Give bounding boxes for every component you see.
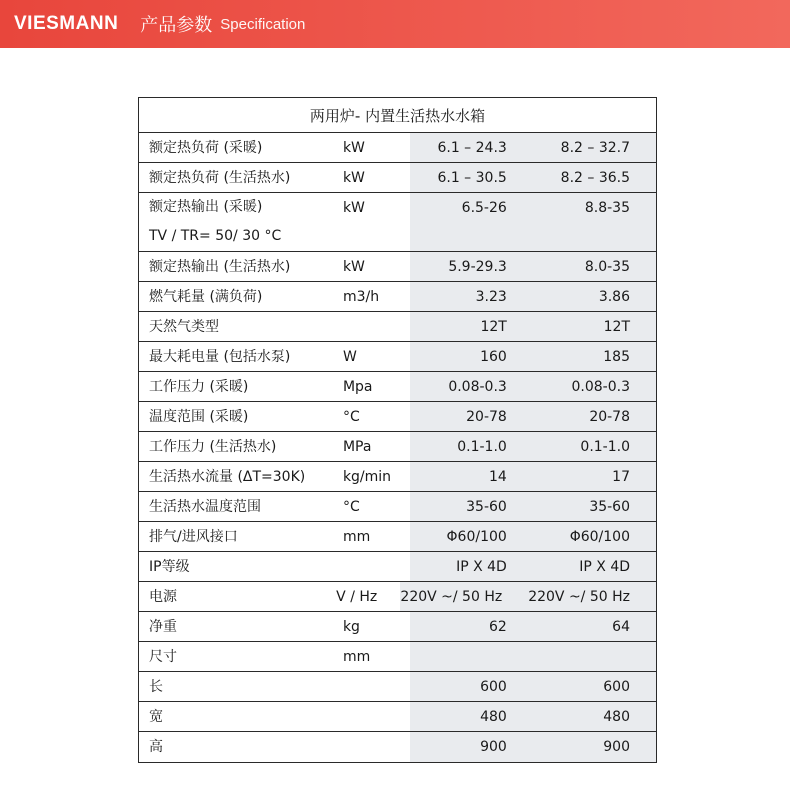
- row-value-model-2: 12T: [533, 312, 656, 341]
- row-unit: kg/min: [342, 469, 392, 485]
- row-label: [139, 133, 332, 162]
- row-label: [139, 163, 332, 192]
- row-value-model-2: 480: [533, 702, 656, 731]
- row-label-text: 高: [149, 739, 163, 755]
- row-label: [139, 282, 332, 311]
- row-unit: [332, 312, 410, 341]
- row-label-text: 额定热负荷 (生活热水): [149, 170, 291, 186]
- row-value-model-1: 0.08-0.3: [410, 372, 533, 401]
- row-value-model-2: 900: [533, 732, 656, 762]
- row-value-model-2: Φ60/100: [533, 522, 656, 551]
- table-title: 两用炉- 内置生活热水水箱: [139, 98, 656, 133]
- row-unit: Mpa: [342, 379, 373, 395]
- row-value-model-1: 220V ~/ 50 Hz: [400, 582, 528, 611]
- table-row: [139, 133, 656, 163]
- row-label: [139, 193, 332, 251]
- row-label-text: 额定热负荷 (采暖): [149, 140, 263, 156]
- row-value-model-1: 480: [410, 702, 533, 731]
- table-row: [139, 402, 656, 432]
- table-row: [139, 672, 656, 702]
- row-value-model-2: 64: [533, 612, 656, 641]
- row-value-model-1: 35-60: [410, 492, 533, 521]
- row-label-text: 生活热水温度范围: [149, 499, 261, 515]
- row-value-model-2: 20-78: [533, 402, 656, 431]
- table-row: [139, 282, 656, 312]
- row-unit: V / Hz: [336, 589, 378, 605]
- row-unit: kW: [342, 170, 365, 186]
- page-title-cn: 产品参数: [140, 15, 213, 36]
- table-row: [139, 732, 656, 762]
- row-label-text: 排气/进风接口: [149, 529, 238, 545]
- row-unit: °C: [342, 499, 360, 515]
- table-row: [139, 342, 656, 372]
- row-label: [139, 492, 332, 521]
- row-value-model-1: 5.9-29.3: [410, 252, 533, 281]
- table-row: [139, 252, 656, 282]
- table-row: [139, 163, 656, 193]
- row-label-text: IP等级: [149, 559, 190, 575]
- row-unit: [332, 672, 410, 701]
- table-row: [139, 432, 656, 462]
- page-title-en: Specification: [220, 15, 306, 33]
- row-label-text: 燃气耗量 (满负荷): [149, 289, 263, 305]
- row-label-text: 天然气类型: [149, 319, 219, 335]
- row-label-text: 温度范围 (采暖): [149, 409, 249, 425]
- row-label-text: 长: [149, 679, 163, 695]
- row-label: [139, 372, 332, 401]
- row-label: [139, 702, 332, 731]
- table-row: [139, 312, 656, 342]
- row-value-model-1: 900: [410, 732, 533, 762]
- row-label-text: 尺寸: [149, 649, 177, 665]
- table-row: [139, 642, 656, 672]
- row-value-model-2: 600: [533, 672, 656, 701]
- header-banner: [0, 0, 790, 48]
- row-label-text: 电源: [149, 589, 177, 605]
- row-unit: [332, 702, 410, 731]
- row-label: [139, 432, 332, 461]
- row-label: [139, 732, 332, 762]
- row-label: [139, 522, 332, 551]
- row-value-model-2: 8.8-35: [533, 193, 656, 251]
- row-unit: kW: [342, 259, 365, 275]
- row-value-model-2: 35-60: [533, 492, 656, 521]
- row-label-text: 净重: [149, 619, 177, 635]
- row-value-model-1: 6.1 – 24.3: [410, 133, 533, 162]
- row-value-model-1: 3.23: [410, 282, 533, 311]
- row-label-text: 宽: [149, 709, 163, 725]
- table-row: [139, 462, 656, 492]
- row-label: [139, 642, 332, 671]
- row-unit: kg: [342, 619, 360, 635]
- row-value-model-1: 62: [410, 612, 533, 641]
- row-value-model-2: 3.86: [533, 282, 656, 311]
- row-unit: kW: [342, 200, 365, 216]
- brand-logo: VIESMANN: [14, 13, 119, 34]
- row-value-model-1: Φ60/100: [410, 522, 533, 551]
- table-body: [139, 133, 656, 762]
- row-value-model-1: [410, 642, 533, 671]
- table-row: [139, 522, 656, 552]
- row-label: [139, 402, 332, 431]
- row-value-model-1: 600: [410, 672, 533, 701]
- table-row: [139, 552, 656, 582]
- row-value-model-1: 6.5-26: [410, 193, 533, 251]
- table-row: [139, 193, 656, 252]
- row-value-model-2: 8.0-35: [533, 252, 656, 281]
- row-value-model-2: 8.2 – 32.7: [533, 133, 656, 162]
- row-value-model-1: 12T: [410, 312, 533, 341]
- row-unit: mm: [342, 529, 371, 545]
- row-value-model-1: 14: [410, 462, 533, 491]
- row-label: [139, 612, 332, 641]
- row-value-model-2: 0.08-0.3: [533, 372, 656, 401]
- row-unit: W: [342, 349, 357, 365]
- row-value-model-1: IP X 4D: [410, 552, 533, 581]
- row-value-model-1: 0.1-1.0: [410, 432, 533, 461]
- row-value-model-2: 220V ~/ 50 Hz: [528, 582, 656, 611]
- row-value-model-2: 0.1-1.0: [533, 432, 656, 461]
- row-value-model-1: 160: [410, 342, 533, 371]
- row-label-text: 生活热水流量 (ΔT=30K): [149, 469, 306, 485]
- row-label-text: 工作压力 (生活热水): [149, 439, 277, 455]
- row-unit: [332, 552, 410, 581]
- row-sublabel-text: TV / TR= 50/ 30 °C: [149, 228, 282, 244]
- row-unit: MPa: [342, 439, 372, 455]
- row-label: [139, 252, 332, 281]
- table-row: [139, 702, 656, 732]
- row-label: [139, 312, 332, 341]
- table-row: [139, 372, 656, 402]
- row-value-model-1: 6.1 – 30.5: [410, 163, 533, 192]
- row-value-model-1: 20-78: [410, 402, 533, 431]
- row-value-model-2: 17: [533, 462, 656, 491]
- row-value-model-2: 185: [533, 342, 656, 371]
- table-row: [139, 582, 656, 612]
- row-label: [139, 342, 332, 371]
- row-label-text: 工作压力 (采暖): [149, 379, 249, 395]
- table-row: [139, 492, 656, 522]
- row-unit: °C: [342, 409, 360, 425]
- row-value-model-2: [533, 642, 656, 671]
- row-unit: m3/h: [342, 289, 380, 305]
- row-label-text: 额定热输出 (采暖): [149, 199, 263, 215]
- row-value-model-2: 8.2 – 36.5: [533, 163, 656, 192]
- row-label: [139, 672, 332, 701]
- row-label-text: 额定热输出 (生活热水): [149, 259, 291, 275]
- spec-table: [138, 97, 657, 763]
- row-unit: [332, 732, 410, 762]
- table-row: [139, 612, 656, 642]
- row-label: [139, 582, 325, 611]
- row-label: [139, 462, 332, 491]
- row-label-text: 最大耗电量 (包括水泵): [149, 349, 291, 365]
- row-unit: kW: [342, 140, 365, 156]
- row-label: [139, 552, 332, 581]
- row-unit: mm: [342, 649, 371, 665]
- row-value-model-2: IP X 4D: [533, 552, 656, 581]
